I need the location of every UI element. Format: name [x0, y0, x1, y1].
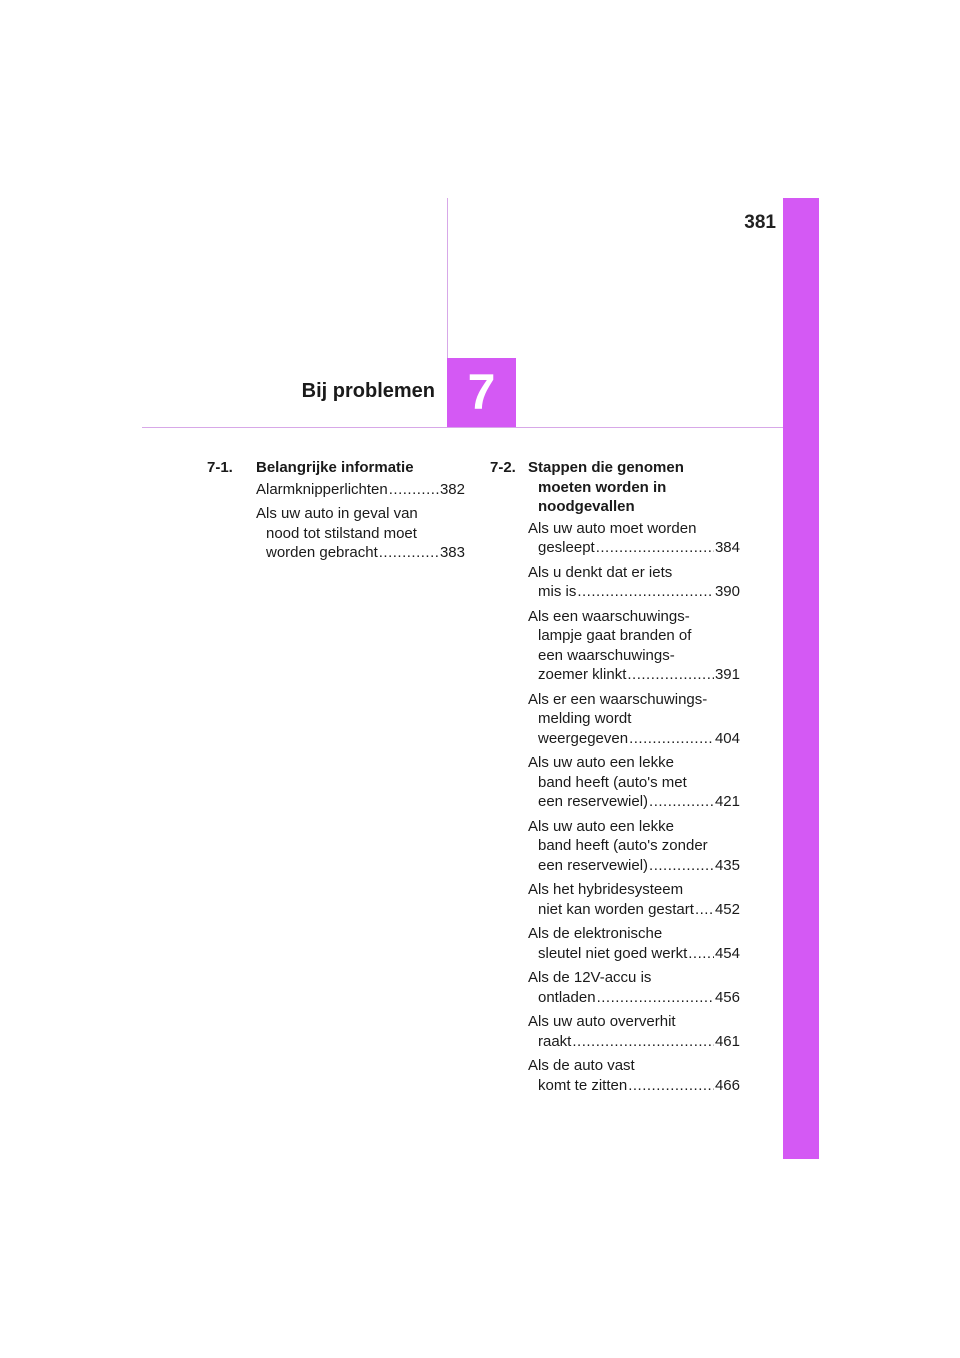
toc-entry-line: Als uw auto moet worden	[528, 519, 697, 537]
horizontal-rule	[142, 427, 783, 428]
toc-entry-line: Als uw auto een lekke	[528, 817, 674, 835]
toc-entry-last-line	[256, 543, 465, 563]
toc-page-number: 390	[714, 583, 740, 600]
toc-entry-line: een waarschuwings-	[538, 646, 675, 664]
toc-entry[interactable]	[528, 690, 740, 749]
chapter-number-box: 7	[447, 358, 516, 427]
section-title	[256, 458, 465, 478]
dot-leader	[572, 1032, 714, 1052]
toc-page-number: 404	[714, 729, 740, 747]
toc-entry-text: worden gebracht	[266, 544, 378, 561]
toc-column-left	[207, 458, 465, 568]
toc-entry-line: Als uw auto oververhit	[528, 1013, 676, 1030]
toc-entry-last-line	[528, 792, 740, 812]
toc-entry-line: Als een waarschuwings-	[528, 607, 690, 625]
section-number: 7-2.	[490, 459, 516, 476]
toc-entry-line: Als de elektronische	[528, 925, 663, 942]
toc-entry-line: nood tot stilstand moet	[266, 524, 417, 542]
toc-page-number: 384	[714, 539, 740, 556]
toc-page-number: 382	[439, 480, 465, 498]
toc-entry[interactable]	[528, 563, 740, 602]
toc-entry-line: Als de auto vast	[528, 1057, 635, 1074]
section-title-line: noodgevallen	[538, 498, 635, 515]
dot-leader	[389, 480, 439, 500]
dot-leader	[649, 856, 714, 876]
dot-leader	[597, 988, 714, 1008]
toc-entry-last-line	[528, 1076, 740, 1096]
toc-entry-list	[207, 480, 465, 563]
toc-entry-line: band heeft (auto's zonder	[538, 837, 708, 854]
section-title-line: Belangrijke informatie	[256, 459, 414, 476]
toc-entry-text: komt te zitten	[538, 1076, 628, 1094]
toc-entry-last-line	[256, 480, 465, 500]
toc-entry-text: gesleept	[538, 539, 595, 556]
toc-entry[interactable]	[528, 753, 740, 812]
toc-entry-text: niet kan worden gestart	[538, 900, 694, 918]
toc-entry-line: Als er een waarschuwings-	[528, 690, 708, 708]
toc-entry-text: raakt	[538, 1032, 572, 1050]
toc-entry-text: weergegeven	[538, 729, 629, 747]
toc-entry-line: Als het hybridesysteem	[528, 881, 684, 898]
toc-entry[interactable]	[528, 968, 740, 1007]
dot-leader	[688, 944, 714, 964]
chapter-title: Bij problemen	[301, 380, 435, 402]
toc-entry-list	[490, 519, 740, 1096]
toc-page-number: 466	[714, 1076, 740, 1094]
toc-entry[interactable]	[528, 519, 740, 558]
toc-entry-line: Als uw auto een lekke	[528, 754, 674, 771]
toc-page-number: 456	[714, 988, 740, 1006]
toc-entry-line: lampje gaat branden of	[538, 627, 692, 644]
toc-entry-line: band heeft (auto's met	[538, 773, 687, 791]
toc-page-number: 435	[714, 856, 740, 874]
section-heading	[207, 458, 465, 478]
toc-entry[interactable]	[528, 1056, 740, 1095]
dot-leader	[627, 665, 714, 685]
toc-entry-text: een reservewiel)	[538, 793, 649, 810]
toc-entry-text: sleutel niet goed werkt	[538, 944, 688, 962]
toc-page-number: 452	[714, 900, 740, 918]
toc-entry-line: Als u denkt dat er iets	[528, 563, 673, 581]
toc-entry[interactable]	[528, 817, 740, 876]
toc-entry-last-line	[528, 538, 740, 558]
dot-leader	[628, 1076, 714, 1096]
toc-entry-last-line	[528, 729, 740, 749]
toc-entry-text: Alarmknipperlichten	[256, 480, 388, 498]
toc-entry-line: melding wordt	[538, 710, 632, 727]
section-title	[528, 458, 740, 517]
toc-page-number: 421	[714, 793, 740, 810]
toc-entry-last-line	[528, 856, 740, 876]
toc-entry[interactable]	[256, 480, 465, 500]
toc-entry[interactable]	[528, 880, 740, 919]
chapter-side-tab	[783, 198, 819, 1159]
toc-entry[interactable]	[528, 607, 740, 685]
section-number: 7-1.	[207, 459, 233, 476]
toc-page-number: 461	[714, 1032, 740, 1050]
dot-leader	[629, 729, 714, 749]
dot-leader	[577, 582, 714, 602]
toc-entry-text: een reservewiel)	[538, 856, 649, 874]
toc-entry-text: mis is	[538, 583, 577, 600]
toc-entry-last-line	[528, 665, 740, 685]
dot-leader	[596, 538, 714, 558]
vertical-rule	[447, 198, 448, 358]
toc-entry[interactable]	[528, 924, 740, 963]
section-title-line: moeten worden in	[538, 478, 667, 496]
dot-leader	[649, 792, 714, 812]
section-heading	[490, 458, 740, 517]
page-number: 381	[744, 212, 776, 233]
toc-column-right	[490, 458, 740, 1100]
toc-page-number: 454	[714, 944, 740, 962]
toc-entry-last-line	[528, 582, 740, 602]
section-title-line: Stappen die genomen	[528, 459, 684, 476]
dot-leader	[379, 543, 439, 563]
toc-entry-last-line	[528, 988, 740, 1008]
toc-entry-line: Als de 12V-accu is	[528, 969, 652, 986]
toc-entry-text: ontladen	[538, 988, 596, 1006]
toc-entry-text: zoemer klinkt	[538, 666, 627, 683]
toc-page-number: 383	[439, 544, 465, 561]
toc-entry-last-line	[528, 900, 740, 920]
toc-entry[interactable]	[528, 1012, 740, 1051]
toc-entry-line: Als uw auto in geval van	[256, 505, 418, 522]
toc-entry[interactable]	[256, 504, 465, 563]
dot-leader	[695, 900, 714, 920]
toc-entry-last-line	[528, 1032, 740, 1052]
toc-entry-last-line	[528, 944, 740, 964]
toc-page-number: 391	[714, 666, 740, 683]
